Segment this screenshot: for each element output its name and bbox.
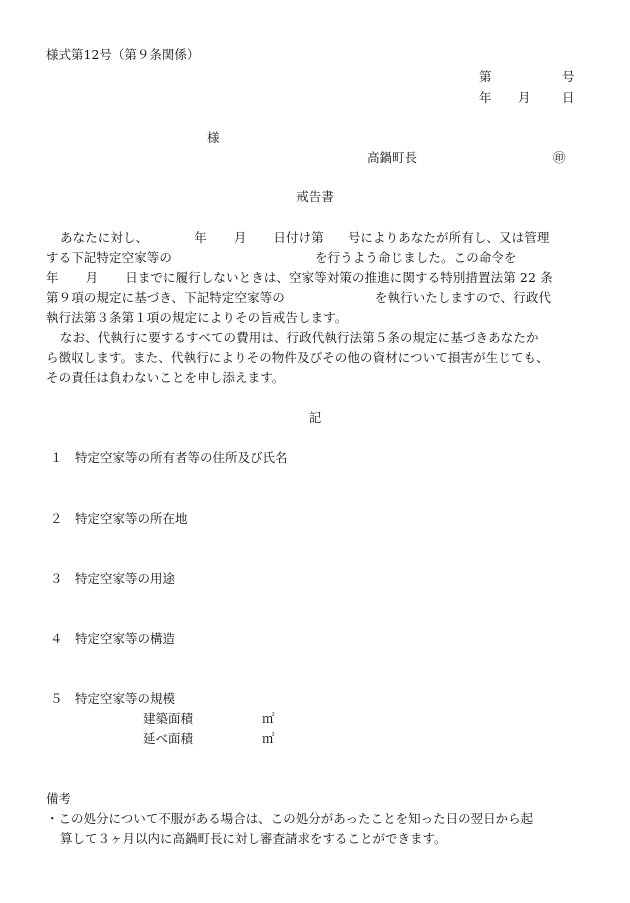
floor-area-unit: ㎡ xyxy=(262,731,275,746)
item-label: 特定空家等の規模 xyxy=(75,691,176,706)
body-line-7: ら徴収します。また、代執行によりその物件及びその他の資材について損害が生じても、 xyxy=(46,350,549,365)
doc-number-prefix: 第 xyxy=(479,69,492,84)
body-text: あなたに対し、 xyxy=(60,230,149,245)
date-month: 月 xyxy=(518,90,531,105)
body-month: 月 xyxy=(85,270,99,285)
body-month: 月 xyxy=(233,230,247,245)
body-line-4 xyxy=(46,289,551,307)
item-number: ４ xyxy=(50,631,63,646)
body-text: を執行いたしますので、行政代 xyxy=(374,290,552,305)
item-number: ３ xyxy=(50,571,63,586)
item-label: 特定空家等の所有者等の住所及び氏名 xyxy=(75,450,288,465)
body-year: 年 xyxy=(194,230,207,245)
remarks-line-1: ・この処分について不服がある場合は、この処分があったことを知った日の翌日から起 xyxy=(46,811,534,826)
body-text: する下記特定空家等の xyxy=(46,250,173,265)
body-line-1 xyxy=(46,229,549,247)
item-label: 特定空家等の所在地 xyxy=(75,511,188,526)
item-number: ２ xyxy=(50,511,63,526)
building-area-unit: ㎡ xyxy=(262,711,275,726)
date-day: 日 xyxy=(562,90,575,105)
doc-number-suffix: 号 xyxy=(562,69,575,84)
floor-area-label: 延べ面積 xyxy=(143,731,194,746)
body-line-6: なお、代執行に要するすべての費用は、行政代執行法第５条の規定に基づきあなたか xyxy=(60,330,539,345)
item-label: 特定空家等の用途 xyxy=(75,571,176,586)
body-year: 年 xyxy=(46,270,59,285)
remarks-heading: 備考 xyxy=(46,791,72,806)
document-title: 戒告書 xyxy=(296,189,334,204)
body-text: 第９項の規定に基づき、下記特定空家等の xyxy=(46,290,285,305)
addressee-honorific: 様 xyxy=(207,130,220,145)
building-area-label: 建築面積 xyxy=(143,711,194,726)
item-label: 特定空家等の構造 xyxy=(75,631,176,646)
form-number: 様式第12号（第９条関係） xyxy=(46,47,200,62)
body-line-5: 執行法第３条第１項の規定によりその旨戒告します。 xyxy=(46,310,348,325)
body-text: 日付け第 xyxy=(273,230,324,245)
body-text: 号によりあなたが所有し、又は管理 xyxy=(347,230,550,245)
body-line-3 xyxy=(46,269,553,287)
remarks-line-2: 算して３ヶ月以内に高鍋町長に対し審査請求をすることができます。 xyxy=(60,831,447,846)
seal-mark: ㊞ xyxy=(553,150,566,165)
body-line-8: その責任は負わないことを申し添えます。 xyxy=(46,370,285,385)
body-text: 日までに履行しないときは、空家等対策の推進に関する特別措置法第 22 条 xyxy=(125,270,553,285)
date-year: 年 xyxy=(479,90,492,105)
ki-heading: 記 xyxy=(308,410,322,425)
item-number: １ xyxy=(50,450,63,465)
sender-title: 高鍋町長 xyxy=(367,150,418,165)
body-line-2 xyxy=(46,249,517,267)
item-number: ５ xyxy=(50,691,63,706)
body-text: を行うよう命じました。この命令を xyxy=(315,250,517,265)
